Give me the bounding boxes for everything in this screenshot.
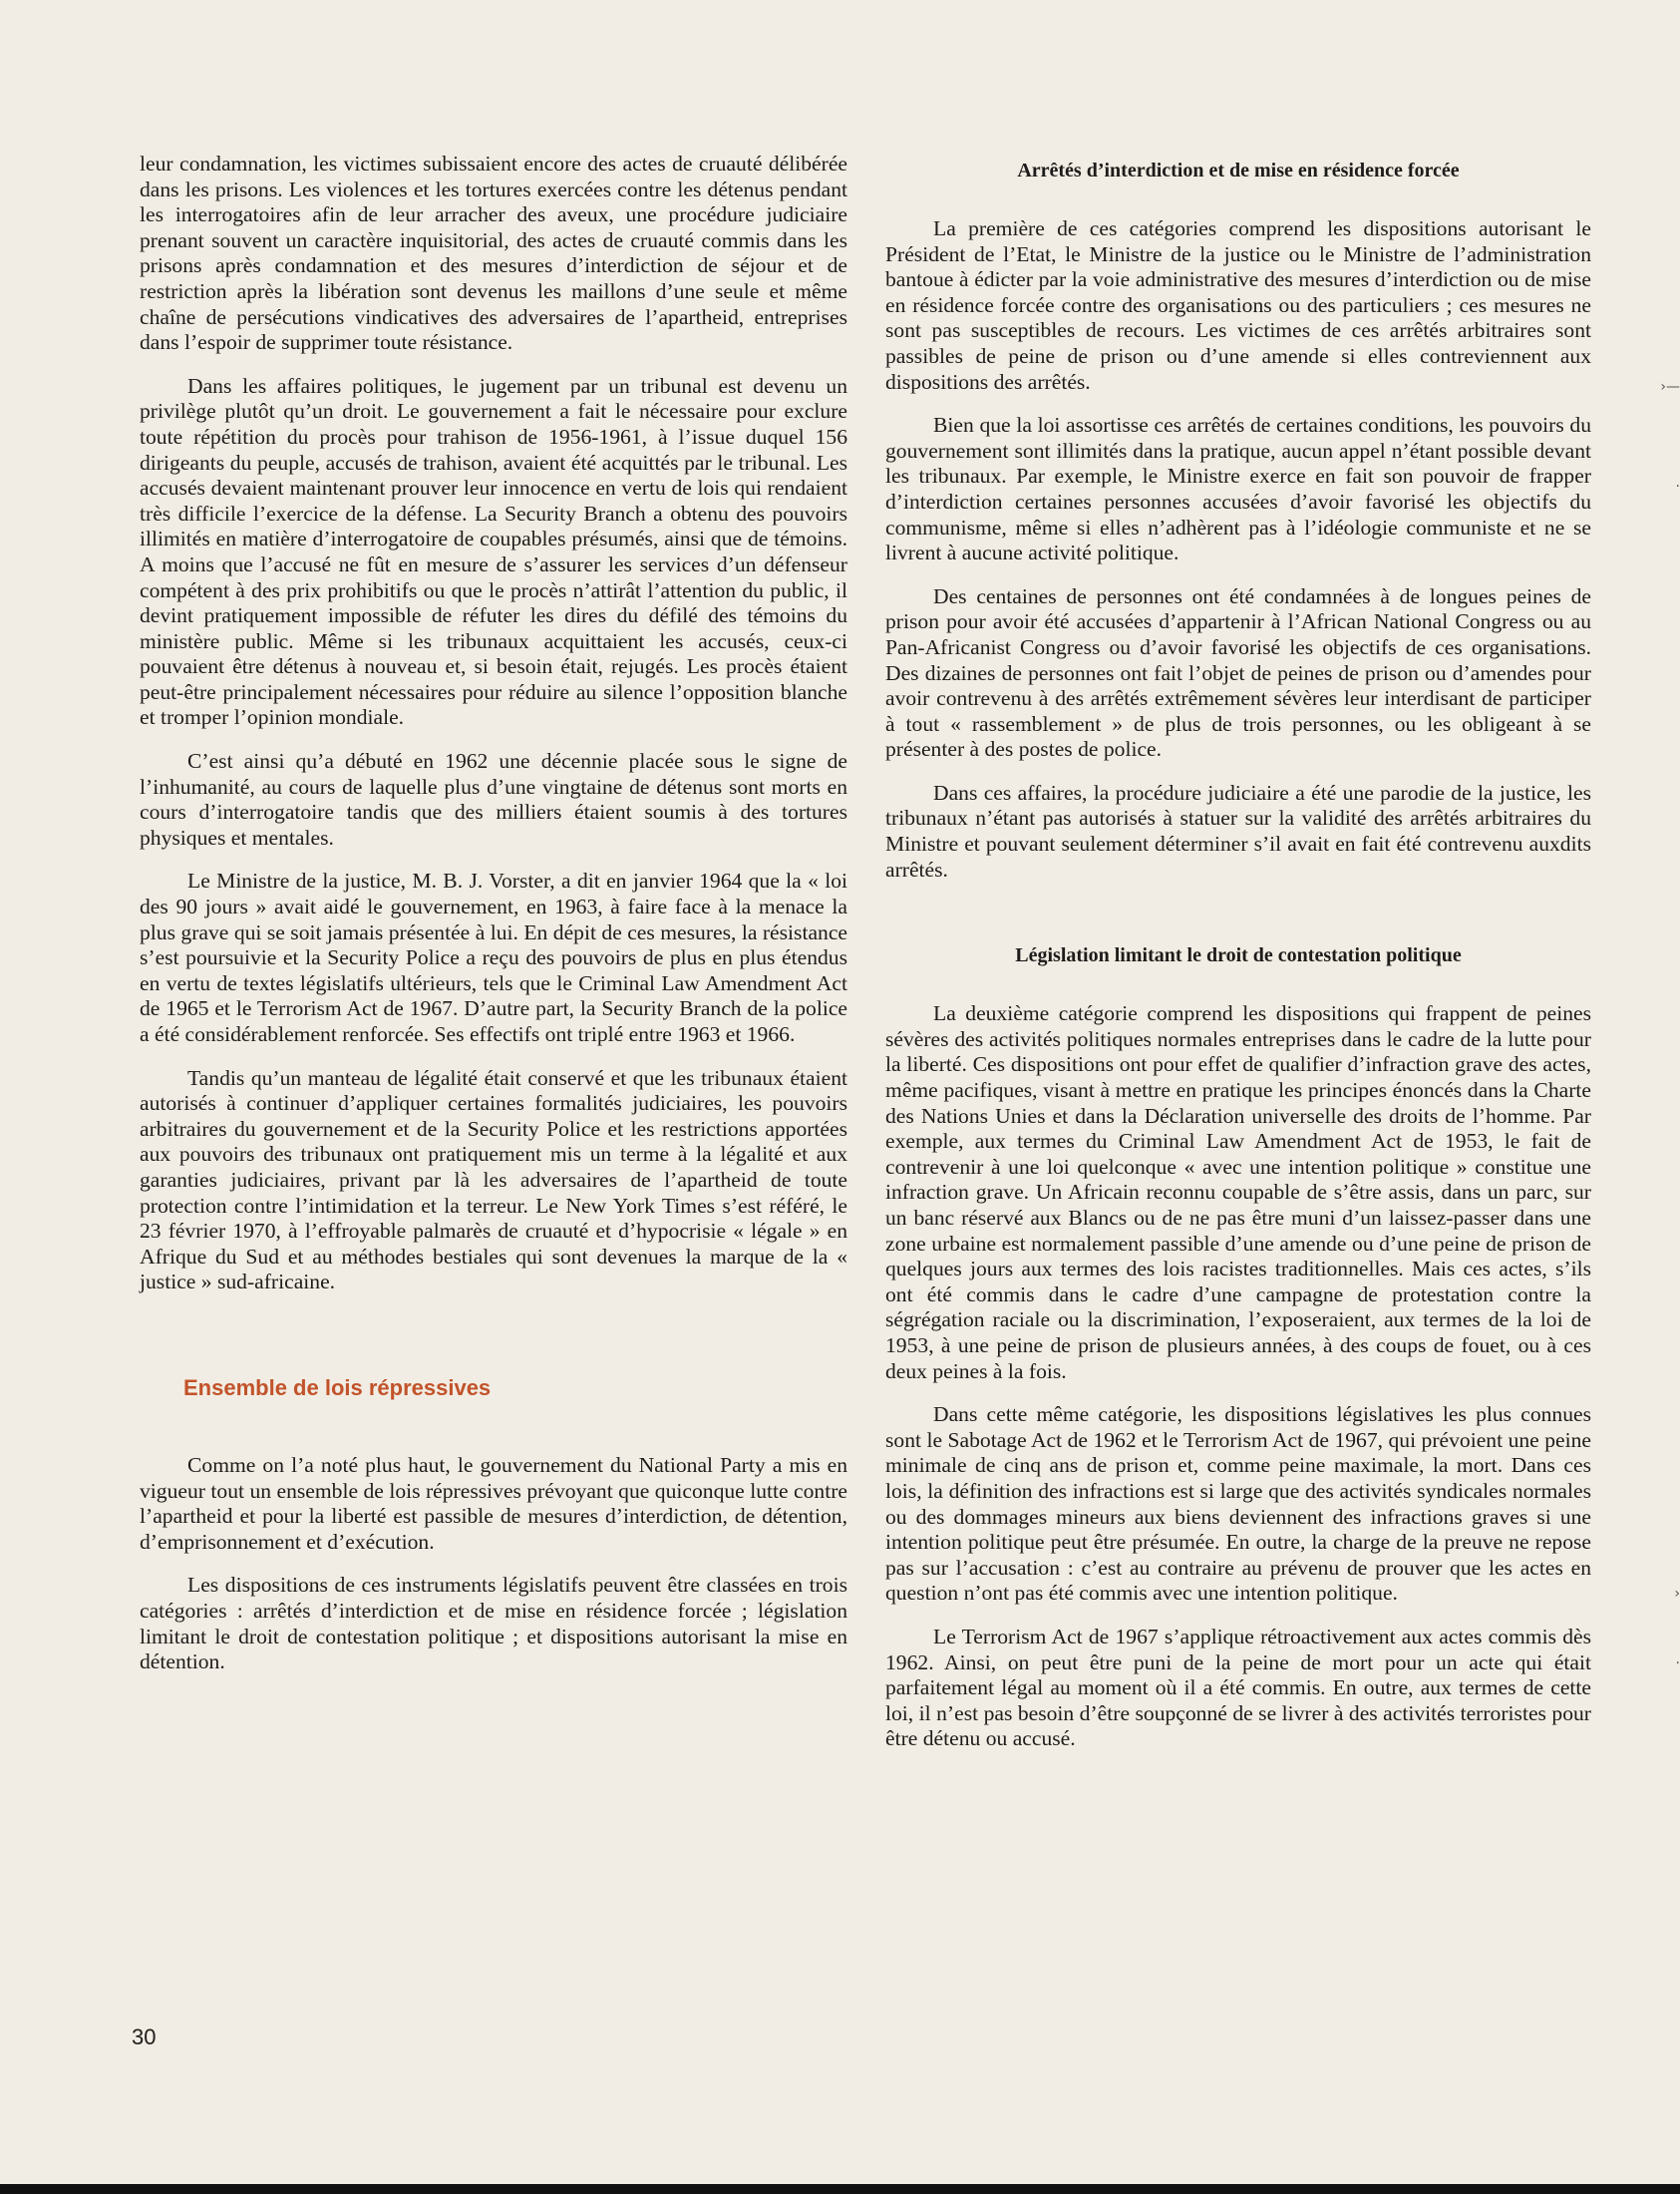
subsection-title: Arrêtés d’interdiction et de mise en résidence forcée [1017, 160, 1460, 182]
section-title: Ensemble de lois répressives [183, 1374, 492, 1400]
paragraph: Bien que la loi assortisse ces arrêtés de certaines conditions, les pouvoirs du gouvernement sont illimités dans la pratique, aucun appel n’étant possible devant les tribunaux. Par exemple, le Ministre exerce en fait son pouvoir de frapper d’interdiction certaines personnes accusées d’avoir favorisé les objectifs du communisme, même si elles n’adhèrent pas à l’idéologie communiste et ne se livrent à aucune activité politique. [885, 413, 1591, 565]
subsection-title: Législation limitant le droit de contestation politique [1015, 944, 1462, 967]
paragraph: Comme on l’a noté plus haut, le gouvernement du National Party a mis en vigueur tout un ensemble de lois répressives prévoyant que quiconque lutte contre l’apartheid et pour la liberté est passible de mesures d’interdiction, de détention, d’emprisonnement et d’exécution. [140, 1452, 847, 1554]
page-number: 30 [132, 2024, 157, 2049]
scan-mark-icon: › [1674, 1586, 1680, 1602]
paragraph: leur condamnation, les victimes subissaient encore des actes de cruauté délibérée dans les prisons. Les violences et les tortures exercées contre les détenus pendant les interrogatoires afin de leur arracher des aveux, une procédure judiciaire prenant souvent un caractère inquisitorial, des actes de cruauté commis dans les prisons après condamnation et des mesures d’interdiction de séjour et de restriction après la libération sont devenus les maillons d’une seule et même chaîne de persécutions vindicatives des adversaires de l’apartheid, entreprises dans l’espoir de supprimer toute résistance. [140, 152, 847, 355]
scan-border [0, 2184, 1680, 2194]
paragraph: C’est ainsi qu’a débuté en 1962 une décennie placée sous le signe de l’inhumanité, au cours de laquelle plus d’une vingtaine de détenus sont morts en cours d’interrogatoire tandis que des milliers étaient soumis à des tortures physiques et mentales. [140, 749, 847, 850]
scan-dot-icon: · [1675, 1655, 1680, 1671]
paragraph: Dans cette même catégorie, les dispositions législatives les plus connues sont le Sabotage Act de 1962 et le Terrorism Act de 1967, qui prévoient une peine minimale de cinq ans de prison et, comme peine maximale, la mort. Dans ces lois, la définition des infractions est si large que des activités syndicales normales ou des dommages mineurs aux biens deviennent des infractions graves si une intention politique peut être présumée. En outre, la charge de la preuve ne repose pas sur l’accusation : c’est au contraire au prévenu de prouver que les actes en question n’ont pas été commis avec une intention politique. [885, 1402, 1591, 1606]
paragraph: Des centaines de personnes ont été condamnées à de longues peines de prison pour avoir été accusées d’appartenir à l’African National Congress ou au Pan-Africanist Congress ou d’avoir favorisé les objectifs de ces organisations. Des dizaines de personnes ont fait l’objet de peines de prison ou d’amendes pour avoir contrevenu à des arrêtés extrêmement sévères leur interdisant de participer à tout « rassemblement » de plus de trois personnes, ou les obligeant à se présenter à des postes de police. [885, 583, 1591, 762]
paragraph: La deuxième catégorie comprend les dispositions qui frappent de peines sévères des activités politiques normales entreprises dans le cadre de la lutte pour la liberté. Ces dispositions ont pour effet de qualifier d’infraction grave des actes, même pacifiques, visant à mettre en pratique les principes énoncés dans la Charte des Nations Unies et dans la Déclaration universelle des droits de l’homme. Par exemple, aux termes du Criminal Law Amendment Act de 1953, le fait de contrevenir à une loi quelconque « avec une intention politique » constitue une infraction grave. Un Africain reconnu coupable de s’être assis, dans un parc, sur un banc réservé aux Blancs ou de ne pas être muni d’un laissez-passer dans une zone urbaine est normalement passible d’une amende ou d’une peine de prison de quelques jours aux termes des lois racistes traditionnelles. Mais ces actes, s’ils ont été commis dans le cadre d’une campagne de protestation contre la ségrégation raciale ou la discrimination, l’exposeraient, aux termes de la loi de 1953, à une peine de prison de plusieurs années, à des coups de fouet, ou à ces deux peines à la fois. [885, 1001, 1591, 1383]
right-column [885, 160, 1591, 1770]
paragraph: Les dispositions de ces instruments législatifs peuvent être classées en trois catégories : arrêtés d’interdiction et de mise en résidence forcée ; législation limitant le droit de contestation politique ; et dispositions autorisant la mise en détention. [140, 1573, 847, 1674]
scan-dot-icon: · [1675, 479, 1680, 495]
paragraph: Tandis qu’un manteau de légalité était conservé et que les tribunaux étaient autorisés à continuer d’appliquer certaines formalités judiciaires, les pouvoirs arbitraires du gouvernement et de la Security Police et les restrictions apportées aux pouvoirs des tribunaux ont pratiquement mis un terme à la légalité et aux garanties judiciaires, privant par là les adversaires de l’apartheid de toute protection contre l’intimidation et la terreur. Le New York Times s’est référé, le 23 février 1970, à l’effroyable palmarès de cruauté et d’hypocrisie « légale » en Afrique du Sud et au méthodes bestiales qui sont devenues la marque de la « justice » sud-africaine. [140, 1065, 847, 1294]
left-column [140, 152, 847, 1693]
paragraph: Le Terrorism Act de 1967 s’applique rétroactivement aux actes commis dès 1962. Ainsi, on peut être puni de la peine de mort pour un acte qui était parfaitement légal au moment où il a été commis. En outre, aux termes de cette loi, il n’est pas besoin d’être soupçonné de se livrer à des activités terroristes pour être détenu ou accusé. [885, 1624, 1591, 1751]
paragraph: Dans ces affaires, la procédure judiciaire a été une parodie de la justice, les tribunaux n’étant pas autorisés à statuer sur la validité des arrêtés arbitraires du Ministre et pouvant seulement déterminer s’il avait en fait été contrevenu auxdits arrêtés. [885, 780, 1591, 882]
paragraph: La première de ces catégories comprend les dispositions autorisant le Président de l’Etat, le Ministre de la justice ou le Ministre de l’administration bantoue à édicter par la voie administrative des mesures d’interdiction ou de mise en résidence forcée contre des organisations ou des particuliers ; ces mesures ne sont pas susceptibles de recours. Les victimes de ces arrêtés arbitraires sont passibles de peine de prison ou d’une amende si elles contreviennent aux dispositions des arrêtés. [885, 216, 1591, 394]
paragraph: Le Ministre de la justice, M. B. J. Vorster, a dit en janvier 1964 que la « loi des 90 jours » avait aidé le gouvernement, en 1963, à faire face à la menace la plus grave qui se soit jamais présentée à lui. En dépit de ces mesures, la résistance s’est poursuivie et la Security Police a reçu des pouvoirs de plus en plus étendus en vertu de textes législatifs ultérieurs, tels que le Criminal Law Amendment Act de 1965 et le Terrorism Act de 1967. D’autre part, la Security Branch de la police a été considérablement renforcée. Ses effectifs ont triplé entre 1963 et 1966. [140, 869, 847, 1046]
scan-mark-icon: ›— [1660, 379, 1680, 395]
paragraph: Dans les affaires politiques, le jugement par un tribunal est devenu un privilège plutôt qu’un droit. Le gouvernement a fait le nécessaire pour exclure toute répétition du procès pour trahison de 1956-1961, à l’issue duquel 156 dirigeants du peuple, accusés de trahison, avaient été acquittés par le tribunal. Les accusés devaient maintenant prouver leur innocence en vertu de lois qui rendaient très difficile l’exercice de la défense. La Security Branch a obtenu des pouvoirs illimités en matière d’interrogatoire de coupables présumés, ainsi que de témoins. A moins que l’accusé ne fût en mesure de s’assurer les services d’un défenseur compétent à des prix prohibitifs ou que le procès n’attirât l’attention du public, il devint pratiquement impossible de réfuter les dires du défilé des témoins du ministère public. Même si les tribunaux acquittaient les accusés, ceux-ci pouvaient être détenus à nouveau et, si besoin était, rejugés. Les procès étaient peut-être principalement nécessaires pour réduire au silence l’opposition blanche et tromper l’opinion mondiale. [140, 373, 847, 730]
